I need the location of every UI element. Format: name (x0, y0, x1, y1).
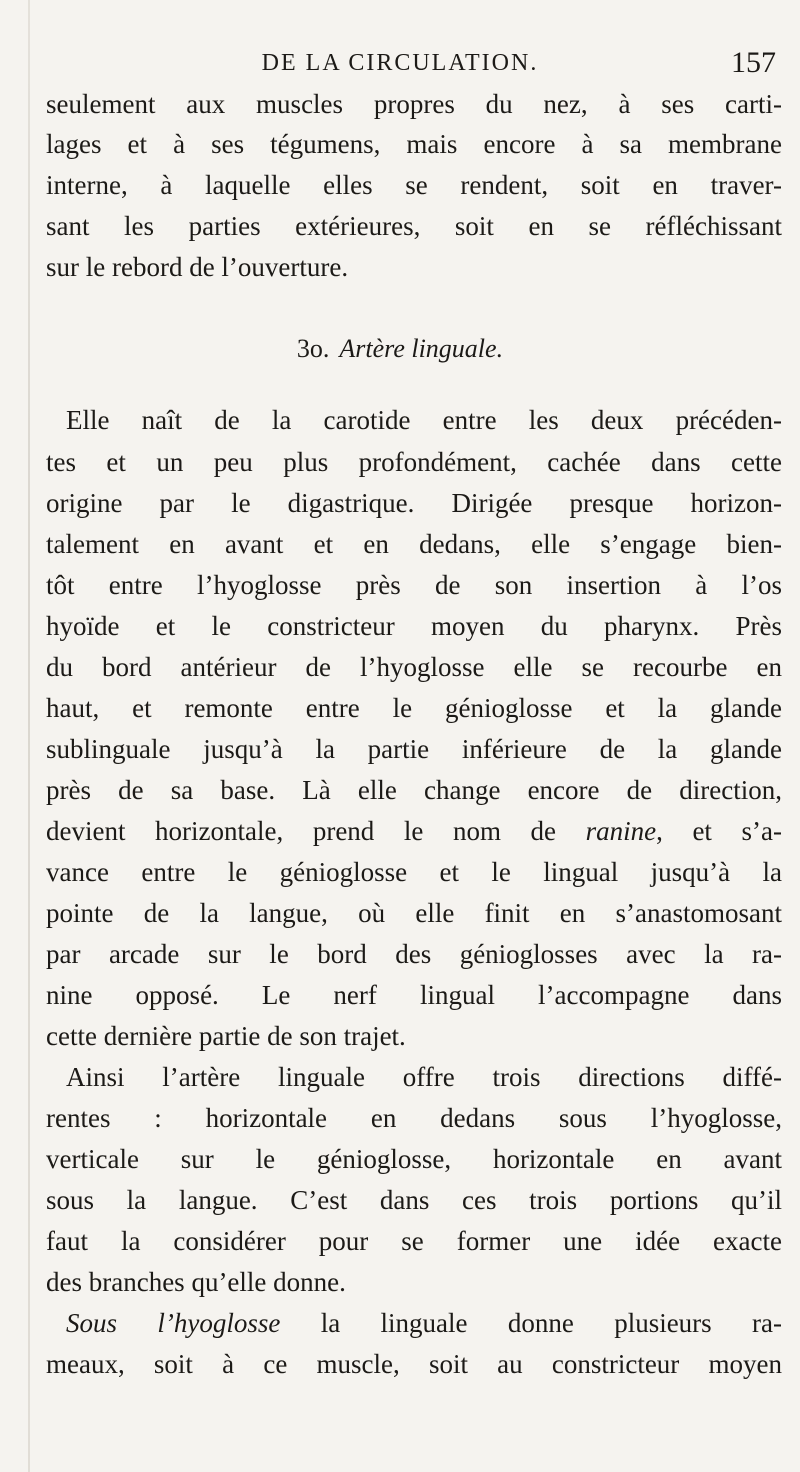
text-line: meaux, soit à ce muscle, soit au constricteur moyen (46, 1349, 782, 1379)
text-line: Elle naît de la carotide entre les deux précéden- (66, 405, 782, 435)
text-line: origine par le digastrique. Dirigée presque horizon- (46, 488, 782, 518)
text-line: sublinguale jusqu’à la partie inférieure de la glande (46, 734, 782, 764)
text-line: sur le rebord de l’ouverture. (46, 252, 349, 282)
text-run: devient horizontale, prend le nom de (46, 816, 586, 846)
text-line: verticale sur le génioglosse, horizontale en avant (46, 1144, 782, 1174)
page-number: 157 (731, 46, 776, 79)
text-line: nine opposé. Le nerf lingual l’accompagne dans (46, 980, 782, 1010)
binding-gutter (28, 0, 30, 1472)
running-header (0, 44, 800, 84)
text-line: talement en avant et en dedans, elle s’engage bien- (46, 529, 782, 559)
text-line: rentes : horizontale en dedans sous l’hyoglosse, (46, 1103, 782, 1133)
text-line: tôt entre l’hyoglosse près de son insertion à l’os (46, 570, 782, 600)
text-line: sous la langue. C’est dans ces trois portions qu’il (46, 1185, 782, 1215)
text-line: seulement aux muscles propres du nez, à ses carti- (46, 89, 782, 119)
text-run: la linguale donne plusieurs ra- (280, 1308, 783, 1338)
text-line: lages et à ses tégumens, mais encore à sa membrane (46, 129, 782, 159)
text-line: par arcade sur le bord des génioglosses avec la ra- (46, 939, 782, 969)
text-line: haut, et remonte entre le génioglosse et la glande (46, 693, 782, 723)
text-line: des branches qu’elle donne. (46, 1267, 346, 1297)
text-run: , et s’a- (656, 816, 782, 846)
text-line: pointe de la langue, où elle finit en s’anastomosant (46, 898, 782, 928)
section-heading (0, 334, 800, 364)
text-line: tes et un peu plus profondément, cachée dans cette (46, 447, 782, 477)
italic-lead: Sous l’hyoglosse (66, 1308, 281, 1338)
section-number: 3o. (296, 334, 330, 363)
text-line: Ainsi l’artère linguale offre trois directions diffé- (66, 1062, 782, 1092)
text-line: près de sa base. Là elle change encore de direction, (46, 775, 782, 805)
section-title: Artère linguale. (339, 334, 504, 363)
text-line: du bord antérieur de l’hyoglosse elle se recourbe en (46, 652, 782, 682)
text-line: sant les parties extérieures, soit en se réfléchissant (46, 211, 782, 241)
text-line: vance entre le génioglosse et le lingual jusqu’à la (46, 857, 782, 887)
running-title: DE LA CIRCULATION. (261, 50, 539, 76)
text-line: interne, à laquelle elles se rendent, soit en traver- (46, 170, 782, 200)
text-line: hyoïde et le constricteur moyen du pharynx. Près (46, 611, 782, 641)
text-line: cette dernière partie de son trajet. (46, 1021, 406, 1051)
text-line (46, 815, 782, 847)
italic-term: ranine (585, 816, 657, 846)
text-line: faut la considérer pour se former une idée exacte (46, 1226, 782, 1256)
text-line (66, 1307, 782, 1339)
